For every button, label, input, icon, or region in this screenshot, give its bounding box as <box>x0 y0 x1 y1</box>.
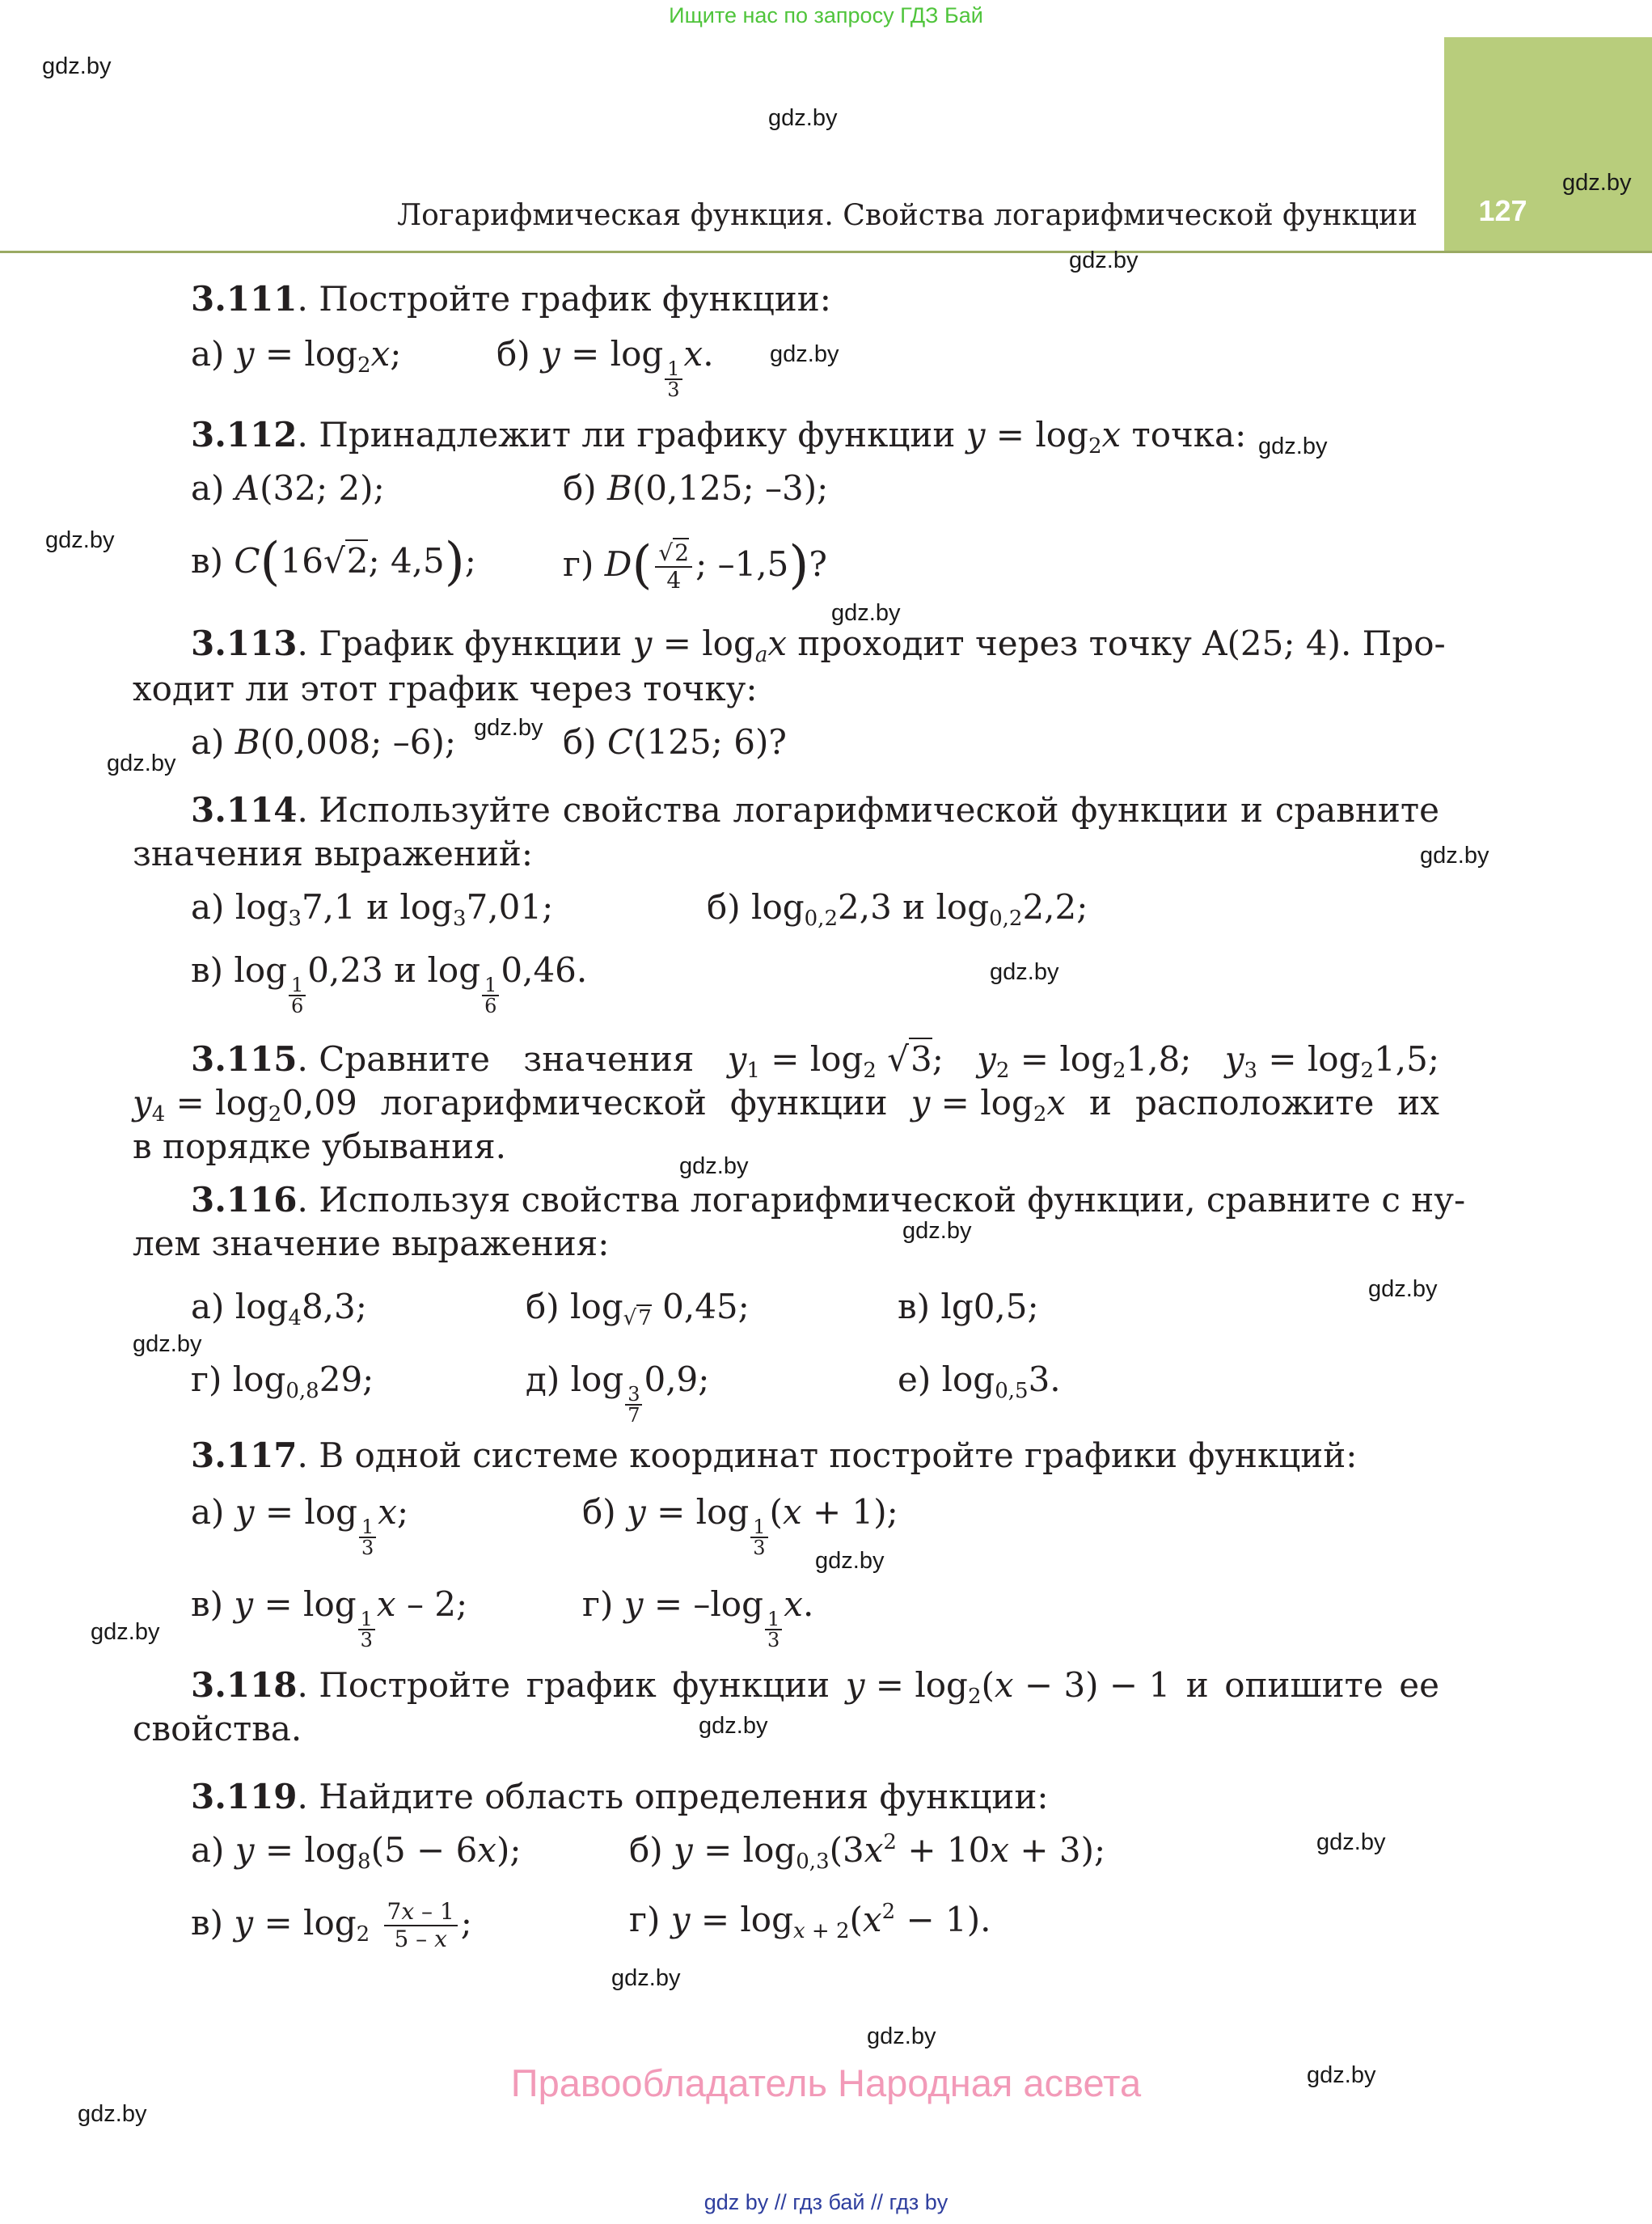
watermark: gdz.by <box>42 53 112 79</box>
exercise-3-116-heading <box>191 1179 1466 1221</box>
exercise-text: логарифмической <box>380 1083 707 1123</box>
exercise-text: и <box>1089 1083 1112 1123</box>
exercise-text: график <box>526 1665 657 1705</box>
exercise-number: 3.114 <box>191 790 298 830</box>
bottom-links[interactable]: gdz by // гдз бай // гдз by <box>703 2190 949 2214</box>
exercise-3-116-c: в) lg0,5; <box>898 1287 1039 1326</box>
watermark: gdz.by <box>474 715 543 741</box>
exercise-text: проходит через точку <box>787 624 1203 663</box>
exercise-3-112-a: а) A(32; 2); <box>191 468 385 508</box>
exercise-number: 3.111 <box>191 279 298 319</box>
exercise-3-118-heading: 3.118. Постройте график функции $y = \log_2(x - 3) - 1$ и опишите ее <box>191 1665 1439 1709</box>
exercise-text: функции <box>1071 790 1229 830</box>
watermark: gdz.by <box>91 1619 160 1645</box>
watermark: gdz.by <box>902 1218 972 1244</box>
exercise-3-116-a: а) $\log_48,3$; <box>191 1287 367 1330</box>
exercise-3-114-b: б) $\log_{0,2}2,3$ и $\log_{0,2}2,2$; <box>707 887 1088 931</box>
exercise-text: логарифмической <box>733 790 1059 830</box>
exercise-number: 3.117 <box>191 1435 298 1475</box>
exercise-3-113-heading: 3.113. График функции $y = \log_ax$ проходит через точку A(25; 4). Про- <box>191 624 1446 667</box>
exercise-text: . Принадлежит ли графику функции <box>297 415 966 455</box>
exercise-3-111-a: а) $y = \log_2x$; <box>191 334 402 378</box>
exercise-text: . График функции <box>297 624 633 663</box>
exercise-3-117-heading <box>191 1435 1357 1477</box>
page-number: 127 <box>1478 194 1527 227</box>
exercise-number: 3.116 <box>191 1180 298 1220</box>
exercise-text: . Сравните <box>297 1039 491 1079</box>
exercise-3-114-c: в) log $\frac{1}{6}$ 0,23 и log $\frac{1}{6}$ 0,46. <box>191 950 588 1017</box>
exercise-text: опишите <box>1224 1665 1384 1705</box>
watermark: gdz.by <box>133 1331 202 1357</box>
exercise-text: свойства <box>562 790 721 830</box>
watermark: gdz.by <box>831 600 901 626</box>
exercise-text: значения <box>523 1039 695 1079</box>
watermark: gdz.by <box>1069 247 1139 273</box>
exercise-3-112-d: г) D( $\frac{√2}{4}$ ; –1,5)? <box>563 535 827 595</box>
exercise-text: ее <box>1399 1665 1439 1705</box>
exercise-text: . Про- <box>1340 624 1446 663</box>
watermark: gdz.by <box>1307 2062 1376 2088</box>
exercise-3-112-b: б) B(0,125; –3); <box>563 468 829 508</box>
exercise-3-119-d: г) $y = \log_{x + 2}(x^2 - 1)$. <box>629 1900 991 1943</box>
watermark: gdz.by <box>45 527 115 553</box>
watermark: gdz.by <box>1316 1829 1386 1855</box>
exercise-text: точка: <box>1121 415 1247 455</box>
exercise-text: . Используйте <box>297 790 551 830</box>
exercise-3-119-heading <box>191 1776 1049 1818</box>
watermark: gdz.by <box>611 1965 681 1991</box>
running-header-title: Логарифмическая функция. Свойства логарифмической функции <box>397 199 1418 232</box>
exercise-3-115-heading: 3.115. Сравните значения $y_1 = \log_2 √3$; $y_2 = \log_21,8$; $y_3 = \log_21,5$; <box>191 1039 1439 1083</box>
exercise-3-115-line3: в порядке убывания. <box>133 1127 506 1166</box>
watermark: gdz.by <box>867 2023 936 2049</box>
top-banner[interactable]: Ищите нас по запросу ГДЗ Бай <box>669 3 983 27</box>
exercise-3-113-b: б) C(125; 6)? <box>563 722 787 762</box>
exercise-text: . Постройте график функции: <box>297 279 831 319</box>
exercise-3-119-a: а) $y = \log_8(5 - 6x)$; <box>191 1830 522 1874</box>
exercise-3-117-d: г) y = –log $\frac{1}{3}$ x. <box>582 1584 814 1651</box>
exercise-3-118-line2: свойства. <box>133 1709 302 1748</box>
exercise-3-116-line2: лем значение выражения: <box>133 1224 610 1263</box>
exercise-3-114-a: а) $\log_37,1$ и $\log_37,01$; <box>191 887 554 931</box>
exercise-3-117-c: в) y = log $\frac{1}{3}$ x – 2; <box>191 1584 468 1651</box>
watermark: gdz.by <box>1420 843 1489 869</box>
exercise-text: и <box>1185 1665 1209 1705</box>
exercise-text: их <box>1397 1083 1439 1123</box>
exercise-3-119-c: в) $y = \log_2$ $\frac{7x - 1}{5 - x}$ ; <box>191 1898 472 1952</box>
exercise-3-113-line2: ходит ли этот график через точку: <box>133 669 758 708</box>
exercise-3-115-line2: $y_4 = \log_20,09$ логарифмической функции $y = \log_2x$ и расположите их <box>133 1083 1439 1127</box>
header-rule <box>0 251 1652 253</box>
exercise-3-116-f: е) $\log_{0,5}3$. <box>898 1359 1061 1403</box>
watermark: gdz.by <box>1562 170 1632 196</box>
watermark: gdz.by <box>815 1548 885 1574</box>
exercise-text: . Найдите область определения функции: <box>297 1777 1049 1816</box>
watermark: gdz.by <box>770 341 839 367</box>
exercise-3-117-b: б) y = log $\frac{1}{3}$ (x + 1); <box>582 1492 898 1559</box>
exercise-text: функции <box>672 1665 830 1705</box>
exercise-3-114-line2: значения выражений: <box>133 834 534 873</box>
exercise-text: функции <box>729 1083 888 1123</box>
exercise-text: и <box>1240 790 1263 830</box>
exercise-number: 3.112 <box>191 415 298 455</box>
exercise-text: расположите <box>1134 1083 1375 1123</box>
exercise-3-111-heading <box>191 278 831 320</box>
exercise-number: 3.119 <box>191 1777 298 1816</box>
exercise-text: . Постройте <box>297 1665 511 1705</box>
watermark: gdz.by <box>1258 433 1328 459</box>
exercise-number: 3.115 <box>191 1039 298 1079</box>
watermark: gdz.by <box>107 750 176 776</box>
exercise-number: 3.113 <box>191 624 298 663</box>
watermark: gdz.by <box>768 105 838 131</box>
watermark: gdz.by <box>699 1713 768 1739</box>
exercise-3-117-a: а) y = log $\frac{1}{3}$ x; <box>191 1492 409 1559</box>
exercise-3-119-b: б) $y = \log_{0,3}(3x^2 + 10x + 3)$; <box>629 1830 1106 1874</box>
watermark: gdz.by <box>990 959 1059 985</box>
copyright-footer: Правообладатель Народная асвета <box>510 2061 1142 2104</box>
exercise-text: . В одной системе координат постройте графики функций: <box>297 1435 1358 1475</box>
exercise-number: 3.118 <box>191 1665 298 1705</box>
exercise-3-113-a: а) B(0,008; –6); <box>191 722 457 762</box>
exercise-text: сравните <box>1274 790 1439 830</box>
point-label: A(25; 4) <box>1202 624 1341 663</box>
exercise-text: . Используя свойства логарифмической функции, сравните с ну- <box>297 1180 1466 1220</box>
watermark: gdz.by <box>1368 1276 1438 1302</box>
watermark: gdz.by <box>78 2101 147 2127</box>
watermark: gdz.by <box>679 1153 749 1179</box>
exercise-3-112-c: в) C(16√2; 4,5); <box>191 532 476 592</box>
exercise-3-112-heading: 3.112. Принадлежит ли графику функции $y = \log_2x$ точка: <box>191 415 1247 459</box>
exercise-3-116-b: б) $\log_{√7} 0,45$; <box>526 1287 750 1330</box>
exercise-3-116-d: г) $\log_{0,8}29$; <box>191 1359 374 1403</box>
exercise-3-114-heading <box>191 789 1439 831</box>
exercise-3-111-b: б) y = log $\frac{1}{3}$ x. <box>496 334 714 401</box>
exercise-3-116-e: д) log $\frac{3}{7}$ 0,9; <box>526 1359 710 1427</box>
